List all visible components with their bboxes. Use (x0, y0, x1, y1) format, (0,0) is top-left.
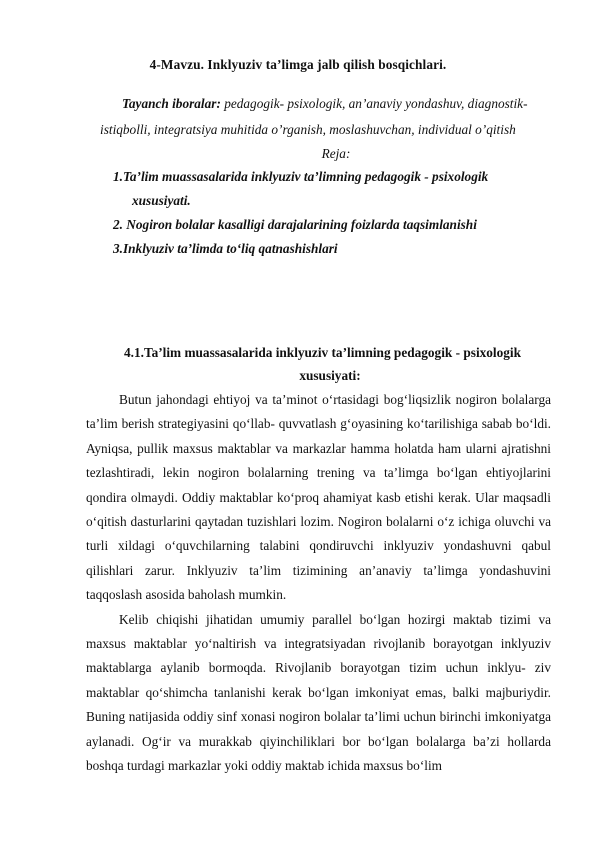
plan-item: xususiyati. (132, 193, 191, 208)
plan-item: 1.Ta’lim muassasalarida inklyuziv ta’limning pedagogik - psixologik (113, 169, 489, 184)
plan-item: 2. Nogiron bolalar kasalligi darajalarining foizlarda taqsimlanishi (113, 217, 477, 232)
paragraph: Kelib chiqishi jihatidan umumiy parallel bo‘lgan hozirgi maktab tizimi va maxsus maktablar yo‘naltirish va integratsiyadan rivojlanib borayotgan inklyuziv maktablarga aylanib bormoqda. Rivojlanib borayotgan tizim uchun inklyu- ziv maktablar qo‘shimcha tanlanishi kerak bo‘lgan imkoniyat emas, balki majburiydir. Buning natijasida oddiy sinf xonasi nogiron bolalar ta’limi uchun birinchi imkoniyatga aylanadi. Og‘ir va murakkab qiyinchiliklari bor bo‘lgan bolalarga ba’zi hollarda boshqa turdagi markazlar yoki oddiy maktab ichida maxsus bo‘lim (86, 611, 551, 774)
keywords-text-2: istiqbolli, integratsiya muhitida o’rganish, moslashuvchan, individual o’qitish (100, 122, 516, 137)
body-text (86, 388, 551, 779)
section-heading: 4.1.Ta’lim muassasalarida inklyuziv ta’limning pedagogik - psixologik (124, 345, 522, 360)
keywords-line-1 (122, 96, 572, 112)
plan-item: 3.Inklyuziv ta’limda to‘liq qatnashishlari (113, 241, 338, 256)
keywords-text-1: pedagogik- psixologik, an’anaviy yondashuv, diagnostik- (220, 96, 528, 111)
plan-heading: Reja: (321, 146, 351, 161)
keywords-label: Tayanch iboralar: (122, 96, 221, 111)
page-title: 4-Mavzu. Inklyuziv ta’limga jalb qilish bosqichlari. (149, 57, 447, 72)
section-heading-cont: xususiyati: (299, 368, 361, 383)
paragraph: Butun jahondagi ehtiyoj va ta’minot o‘rtasidagi bog‘liqsizlik nogiron bolalarga ta’lim berish strategiyasini qo‘llab- quvvatlash g‘oyasining ko‘tarilishiga sabab bo‘ldi. Ayniqsa, pullik maxsus maktablar va markazlar hamma holatda ham ularni ajratishni tezlashtiradi, lekin nogiron bolalarning trening va ta’limga bo‘lgan ehtiyojlarini qondira olmaydi. Oddiy maktablar ko‘proq ahamiyat kasb etishi kerak. Ular maqsadli o‘qitish dasturlarini qaytadan tuzishlari lozim. Nogiron bolalarni o‘z ichiga oluvchi va turli xildagi o‘quvchilarning talabini qondiruvchi inklyuziv yondashuvni qabul qilishlari zarur. Inklyuziv ta’lim tizimining an’anaviy ta’limga yondashuvini taqqoslash asosida baholash mumkin. (86, 392, 551, 603)
